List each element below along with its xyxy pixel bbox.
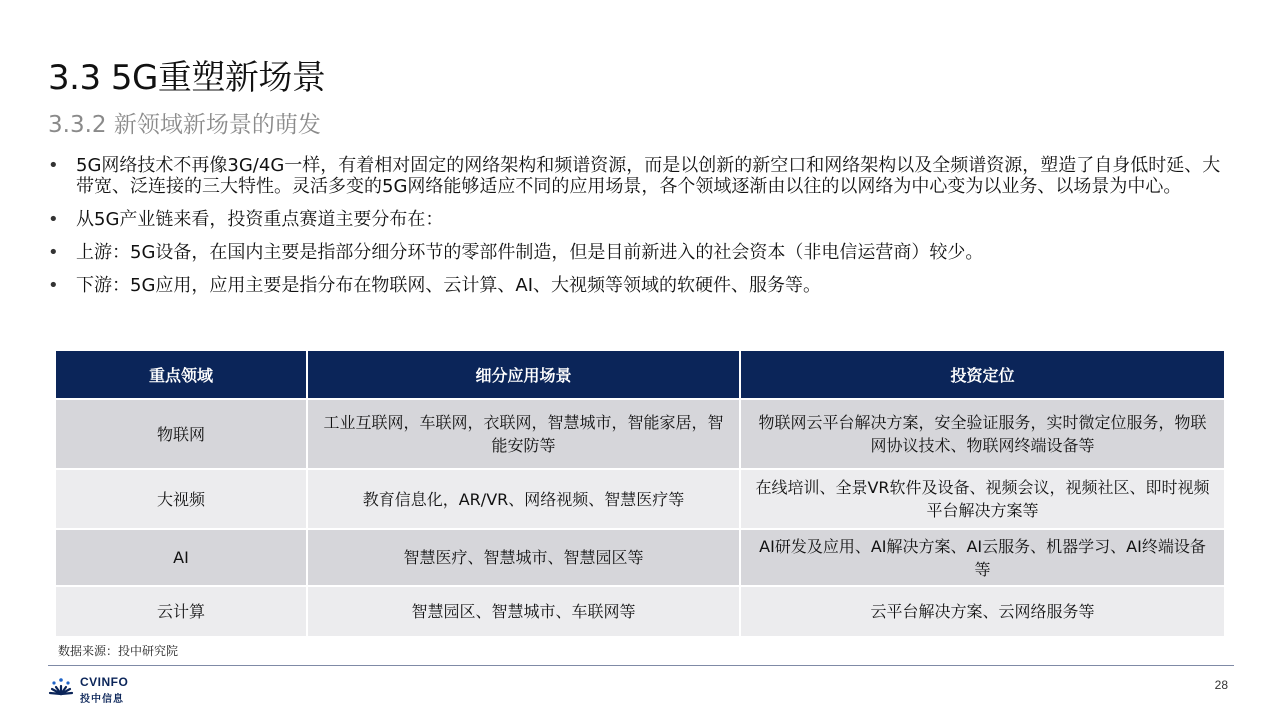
table-cell-scenario: 教育信息化，AR/VR、网络视频、智慧医疗等 — [307, 469, 740, 529]
footer-divider — [48, 665, 1234, 666]
table-row — [56, 586, 1224, 636]
bullet-item — [48, 242, 1228, 263]
table-cell-scenario: 智慧园区、智慧城市、车联网等 — [307, 586, 740, 636]
table-cell-positioning: 物联网云平台解决方案，安全验证服务，实时微定位服务，物联网协议技术、物联网终端设备等 — [740, 399, 1224, 469]
bullet-text: 下游：5G应用，应用主要是指分布在物联网、云计算、AI、大视频等领域的软硬件、服务等。 — [76, 275, 822, 296]
column-header: 重点领域 — [56, 351, 307, 399]
data-source-note: 数据来源：投中研究院 — [58, 644, 179, 658]
bullet-text: 从5G产业链来看，投资重点赛道主要分布在： — [76, 209, 444, 230]
table-cell-domain: AI — [56, 529, 307, 586]
bullet-dot-icon: • — [48, 209, 59, 230]
table-cell-positioning: AI研发及应用、AI解决方案、AI云服务、机器学习、AI终端设备等 — [740, 529, 1224, 586]
column-header: 细分应用场景 — [307, 351, 740, 399]
bullet-text: 5G网络技术不再像3G/4G一样，有着相对固定的网络架构和频谱资源，而是以创新的新空口和网络架构以及全频谱资源，塑造了自身低时延、大带宽、泛连接的三大特性。灵活多变的5G网络能够适应不同的应用场景，各个领域逐渐由以往的以网络为中心变为以业务、以场景为中心。 — [76, 155, 1221, 197]
table-cell-scenario: 智慧医疗、智慧城市、智慧园区等 — [307, 529, 740, 586]
table-row — [56, 469, 1224, 529]
table-cell-domain: 大视频 — [56, 469, 307, 529]
bullet-list — [48, 155, 1228, 308]
cvinfo-sunburst-logo-icon — [48, 675, 74, 701]
bullet-item — [48, 275, 1228, 296]
table-cell-domain: 云计算 — [56, 586, 307, 636]
brand-name: CVINFO — [80, 675, 129, 689]
bullet-dot-icon: • — [48, 242, 59, 263]
page-number: 28 — [1214, 678, 1228, 692]
bullet-item — [48, 155, 1228, 197]
page-subtitle: 3.3.2 新领域新场景的萌发 — [48, 112, 321, 138]
bullet-text: 上游：5G设备，在国内主要是指部分细分环节的零部件制造，但是目前新进入的社会资本（非电信运营商）较少。 — [76, 242, 984, 263]
page-title: 3.3 5G重塑新场景 — [48, 58, 326, 98]
column-header: 投资定位 — [740, 351, 1224, 399]
bullet-item — [48, 209, 1228, 230]
table-cell-scenario: 工业互联网，车联网，衣联网，智慧城市，智能家居，智能安防等 — [307, 399, 740, 469]
table-row — [56, 529, 1224, 586]
footer-logo — [48, 673, 148, 705]
table-row — [56, 399, 1224, 469]
table-header-row — [56, 351, 1224, 399]
table-cell-domain: 物联网 — [56, 399, 307, 469]
table-cell-positioning: 云平台解决方案、云网络服务等 — [740, 586, 1224, 636]
investment-table — [56, 351, 1224, 636]
bullet-dot-icon: • — [48, 155, 59, 176]
brand-name-cn: 投中信息 — [80, 694, 124, 705]
table-cell-positioning: 在线培训、全景VR软件及设备、视频会议，视频社区、即时视频平台解决方案等 — [740, 469, 1224, 529]
bullet-dot-icon: • — [48, 275, 59, 296]
